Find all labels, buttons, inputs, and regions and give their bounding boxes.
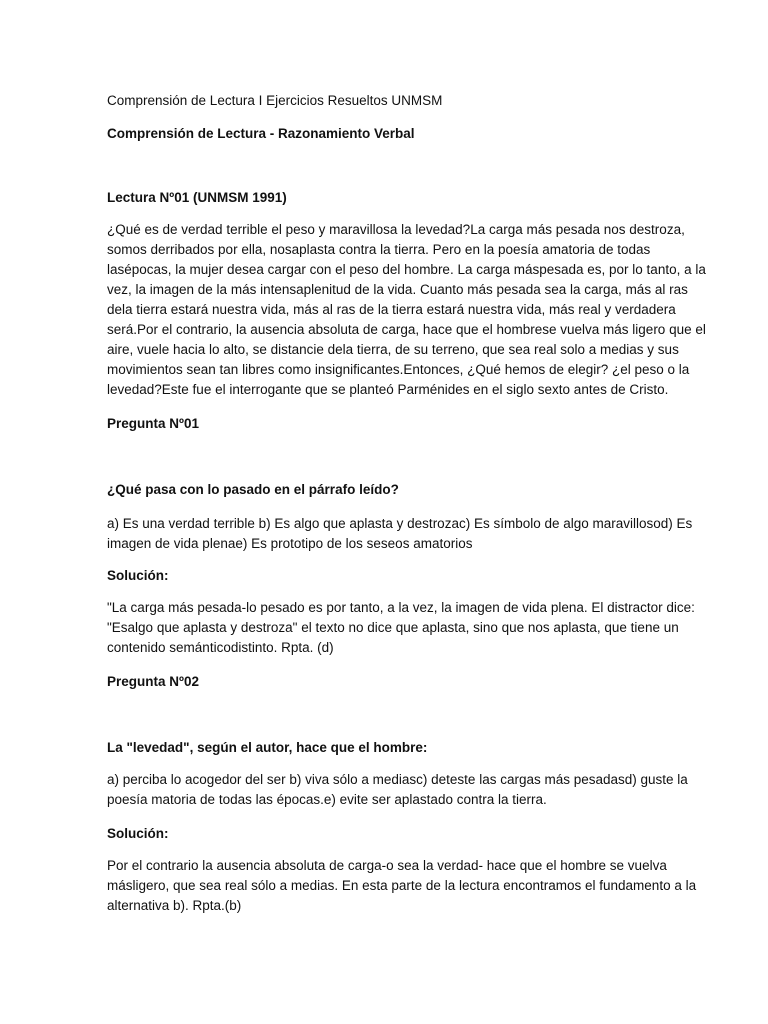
question-1-heading: Pregunta Nº01: [107, 416, 199, 431]
question-1-solution-label: Solución:: [107, 568, 169, 583]
document-subtitle: Comprensión de Lectura - Razonamiento Verbal: [107, 126, 415, 141]
question-2-solution: [107, 856, 697, 916]
reading-line: ¿Qué es de verdad terrible el peso y maravillosa la levedad?La carga más pesada nos destroza,: [107, 222, 685, 237]
reading-line: vez, la imagen de la más intensaplenitud de la vida. Cuanto más pesada sea la carga, más al ras: [107, 282, 688, 297]
options-line: a) Es una verdad terrible b) Es algo que aplasta y destrozac) Es símbolo de algo maravillosod) Es: [107, 516, 693, 531]
document-title: Comprensión de Lectura I Ejercicios Resueltos UNMSM: [107, 93, 443, 108]
options-line: a) perciba lo acogedor del ser b) viva sólo a mediasc) deteste las cargas más pesadasd) guste la: [107, 772, 688, 787]
question-1-text: ¿Qué pasa con lo pasado en el párrafo leído?: [107, 482, 399, 497]
question-2-text: La "levedad", según el autor, hace que el hombre:: [107, 740, 428, 755]
solution-line: "Esalgo que aplasta y destroza" el texto no dice que aplasta, sino que nos aplasta, que tiene un: [107, 620, 679, 635]
question-2-heading: Pregunta Nº02: [107, 674, 199, 689]
reading-line: somos derribados por ella, nosaplasta contra la tierra. Pero en la poesía amatoria de todas: [107, 242, 651, 257]
question-1-options: [107, 514, 693, 554]
reading-line: lasépocas, la mujer desea cargar con el peso del hombre. La carga máspesada es, por lo tanto, a la: [107, 262, 706, 277]
solution-line: alternativa b). Rpta.(b): [107, 898, 242, 913]
reading-heading: Lectura Nº01 (UNMSM 1991): [107, 190, 287, 205]
options-line: imagen de vida plenae) Es prototipo de los seseos amatorios: [107, 536, 473, 551]
options-line: poesía matoria de todas las épocas.e) evite ser aplastado contra la tierra.: [107, 792, 547, 807]
reading-line: aire, vuele hacia lo alto, se distancie dela tierra, de su terreno, que sea real solo a medias y sus: [107, 342, 679, 357]
reading-line: levedad?Este fue el interrogante que se planteó Parménides en el siglo sexto antes de Cristo.: [107, 382, 669, 397]
reading-line: será.Por el contrario, la ausencia absoluta de carga, hace que el hombrese vuelva más ligero que el: [107, 322, 706, 337]
question-2-solution-label: Solución:: [107, 826, 169, 841]
reading-paragraph: [107, 220, 706, 400]
solution-line: másligero, que sea real sólo a medias. En esta parte de la lectura encontramos el fundamento a la: [107, 878, 697, 893]
reading-line: dela tierra estará nuestra vida, más al ras de la tierra estará nuestra vida, más real y verdadera: [107, 302, 676, 317]
reading-line: movimientos sean tan libres como insignificantes.Entonces, ¿Qué hemos de elegir? ¿el peso o la: [107, 362, 690, 377]
solution-line: "La carga más pesada-lo pesado es por tanto, a la vez, la imagen de vida plena. El distractor dice:: [107, 600, 695, 615]
question-1-solution: [107, 598, 695, 658]
solution-line: contenido semánticodistinto. Rpta. (d): [107, 640, 334, 655]
question-2-options: [107, 770, 688, 810]
solution-line: Por el contrario la ausencia absoluta de carga-o sea la verdad- hace que el hombre se vuelva: [107, 858, 667, 873]
